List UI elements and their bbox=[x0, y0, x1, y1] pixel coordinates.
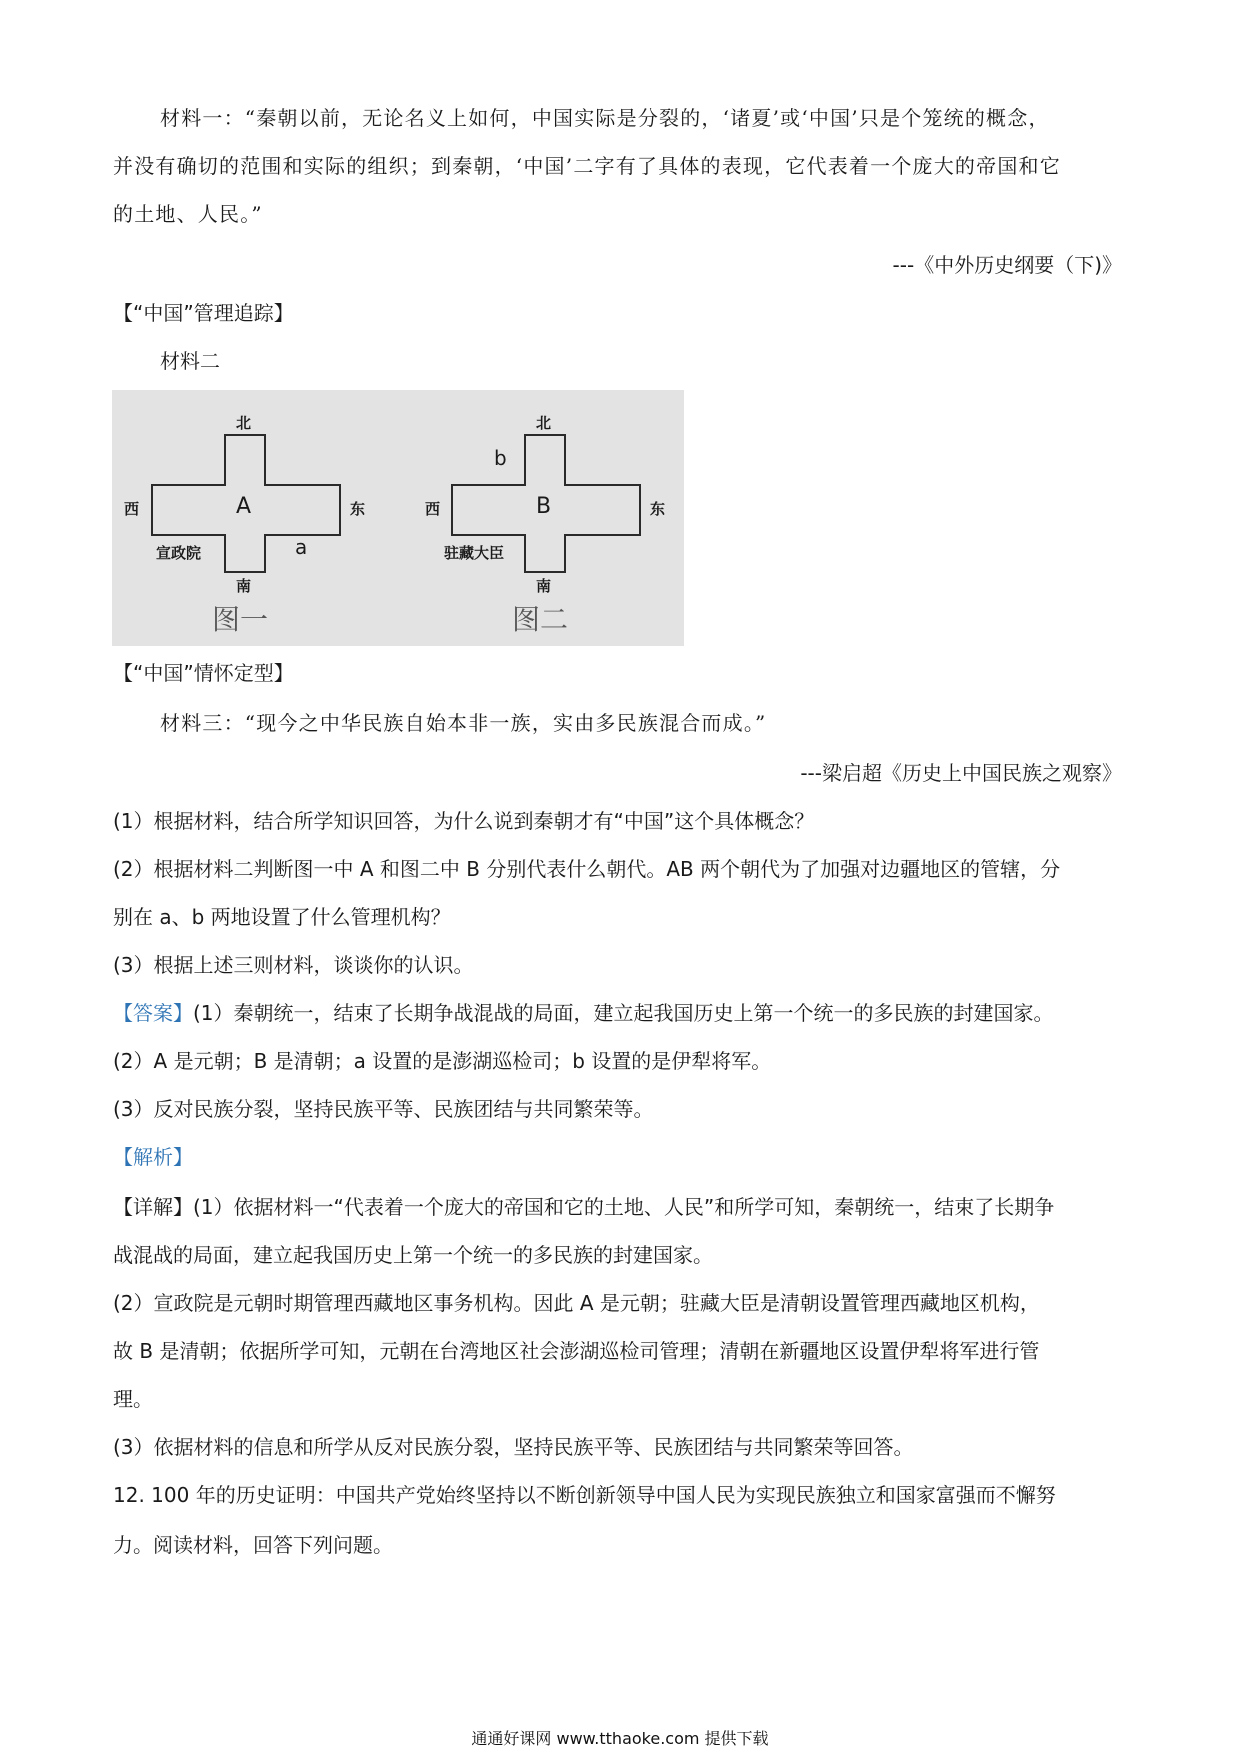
answer-1: (1）秦朝统一，结束了长期争战混战的局面，建立起我国历史上第一个统一的多民族的封建国家。 bbox=[193, 1001, 1054, 1025]
detail-3: (3）依据材料的信息和所学从反对民族分裂，坚持民族平等、民族团结与共同繁荣等回答。 bbox=[113, 1435, 914, 1459]
fig2-institution-label: 驻藏大臣 bbox=[444, 544, 505, 562]
fig2-caption: 图二 bbox=[512, 603, 569, 636]
detail-2-line3: 理。 bbox=[113, 1387, 153, 1411]
question-3: (3）根据上述三则材料，谈谈你的认识。 bbox=[113, 953, 474, 977]
fig2-mark-label: b bbox=[494, 446, 507, 470]
fig1-north-label: 北 bbox=[236, 414, 252, 432]
material3-text: 材料三：“现今之中华民族自始本非一族，实由多民族混合而成。” bbox=[160, 711, 767, 735]
section-title-sentiment: 【“中国”情怀定型】 bbox=[113, 661, 294, 685]
fig2-south-label: 南 bbox=[536, 577, 552, 595]
detail-label: 【详解】 bbox=[113, 1195, 193, 1219]
material1-source: ---《中外历史纲要（下)》 bbox=[892, 253, 1122, 277]
answer-label: 【答案】 bbox=[113, 1001, 193, 1025]
answer-line1 bbox=[113, 998, 1054, 1028]
fig1-center-label: A bbox=[236, 494, 252, 519]
question-12-line2: 力。阅读材料，回答下列问题。 bbox=[113, 1533, 393, 1557]
answer-3: (3）反对民族分裂，坚持民族平等、民族团结与共同繁荣等。 bbox=[113, 1097, 654, 1121]
question-1: (1）根据材料，结合所学知识回答，为什么说到秦朝才有“中国”这个具体概念？ bbox=[113, 809, 815, 833]
detail-line1 bbox=[113, 1192, 1054, 1222]
page-footer: 通通好课网 www.tthaoke.com 提供下载 bbox=[471, 1729, 769, 1748]
fig2-north-label: 北 bbox=[536, 414, 552, 432]
question-12-line1: 12. 100 年的历史证明：中国共产党始终坚持以不断创新领导中国人民为实现民族独立和国家富强而不懈努 bbox=[113, 1483, 1056, 1507]
fig1-caption: 图一 bbox=[212, 603, 269, 636]
fig1-institution-label: 宣政院 bbox=[156, 544, 202, 562]
answer-2: (2）A 是元朝；B 是清朝；a 设置的是澎湖巡检司；b 设置的是伊犁将军。 bbox=[113, 1049, 772, 1073]
fig2-west-label: 西 bbox=[425, 500, 441, 518]
detail-1-line2: 战混战的局面，建立起我国历史上第一个统一的多民族的封建国家。 bbox=[113, 1243, 713, 1267]
fig1-mark-label: a bbox=[295, 535, 308, 559]
question-2-line1: (2）根据材料二判断图一中 A 和图二中 B 分别代表什么朝代。AB 两个朝代为了加强对边疆地区的管辖，分 bbox=[113, 857, 1061, 881]
material1-line2: 并没有确切的范围和实际的组织；到秦朝，‘中国’二字有了具体的表现，它代表着一个庞大的帝国和它 bbox=[113, 154, 1061, 178]
fig1-south-label: 南 bbox=[236, 577, 252, 595]
fig2-center-label: B bbox=[536, 494, 552, 519]
detail-2-line2: 故 B 是清朝；依据所学可知，元朝在台湾地区社会澎湖巡检司管理；清朝在新疆地区设置伊犁将军进行管 bbox=[113, 1339, 1040, 1363]
fig2-east-label: 东 bbox=[650, 500, 666, 518]
material2-figure bbox=[112, 390, 684, 646]
detail-2-line1: (2）宣政院是元朝时期管理西藏地区事务机构。因此 A 是元朝；驻藏大臣是清朝设置管理西藏地区机构， bbox=[113, 1291, 1040, 1315]
material1-line3: 的土地、人民。” bbox=[113, 202, 263, 226]
material2-label: 材料二 bbox=[160, 349, 220, 373]
section-title-management: 【“中国”管理追踪】 bbox=[113, 301, 294, 325]
question-2-line2: 别在 a、b 两地设置了什么管理机构？ bbox=[113, 905, 451, 929]
material1-line1: 材料一：“秦朝以前，无论名义上如何，中国实际是分裂的，‘诸夏’或‘中国’只是个笼统的概念， bbox=[160, 106, 1050, 130]
fig1-east-label: 东 bbox=[350, 500, 366, 518]
detail-1-line1: (1）依据材料一“代表着一个庞大的帝国和它的土地、人民”和所学可知，秦朝统一，结束了长期争 bbox=[193, 1195, 1055, 1219]
fig1-west-label: 西 bbox=[124, 500, 140, 518]
material3-source: ---梁启超《历史上中国民族之观察》 bbox=[800, 761, 1122, 785]
analysis-label: 【解析】 bbox=[113, 1145, 193, 1169]
